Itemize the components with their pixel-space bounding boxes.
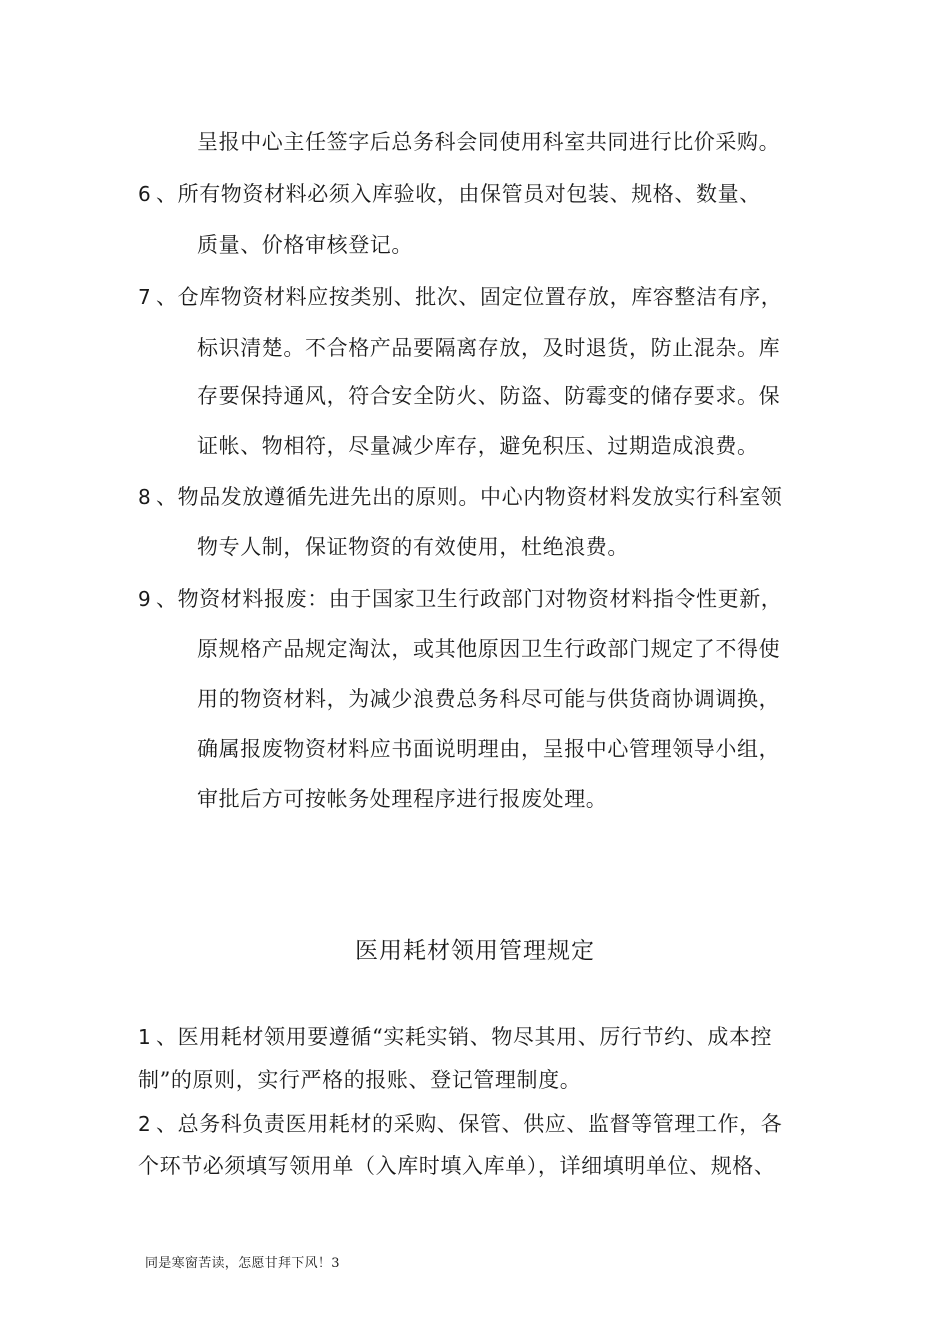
item-text: 原规格产品规定淘汰，或其他原因卫生行政部门规定了不得使 xyxy=(197,637,781,661)
item-text: 、物品发放遵循先进先出的原则。中心内物资材料发放实行科室领 xyxy=(156,485,783,509)
item-text: 审批后方可按帐务处理程序进行报废处理。 xyxy=(197,787,608,811)
item-text: 证帐、物相符，尽量减少库存，避免积压、过期造成浪费。 xyxy=(197,434,759,458)
list-item-9 xyxy=(138,585,782,613)
list-item-6 xyxy=(138,180,761,208)
item-text: 、总务科负责医用耗材的采购、保管、供应、监督等管理工作，各 xyxy=(156,1112,783,1136)
section-title: 医用耗材领用管理规定 xyxy=(355,938,595,964)
item-text: 质量、价格审核登记。 xyxy=(197,233,413,257)
item-text: 存要保持通风，符合安全防火、防盗、防霉变的储存要求。保 xyxy=(197,384,781,408)
list-item-7 xyxy=(138,283,782,311)
item-number: 9 xyxy=(138,587,152,611)
item-text: 、物资材料报废：由于国家卫生行政部门对物资材料指令性更新， xyxy=(156,587,783,611)
item-number: 1 xyxy=(138,1025,152,1049)
item-text: 用的物资材料，为减少浪费总务科尽可能与供货商协调调换， xyxy=(197,687,781,711)
item-number: 6 xyxy=(138,182,152,206)
continuation-line: 呈报中心主任签字后总务科会同使用科室共同进行比价采购。 xyxy=(197,130,781,154)
item-number: 8 xyxy=(138,485,152,509)
item-text: 确属报废物资材料应书面说明理由，呈报中心管理领导小组， xyxy=(197,737,781,761)
item-text: 、仓库物资材料应按类别、批次、固定位置存放，库容整洁有序， xyxy=(156,285,783,309)
item-text: 个环节必须填写领用单（入库时填入库单），详细填明单位、规格、 xyxy=(138,1154,776,1178)
item-text: 、医用耗材领用要遵循“实耗实销、物尽其用、厉行节约、成本控 xyxy=(156,1025,773,1049)
item-number: 7 xyxy=(138,285,152,309)
item-number: 2 xyxy=(138,1112,152,1136)
list-item-8 xyxy=(138,483,782,511)
item-text: 制”的原则，实行严格的报账、登记管理制度。 xyxy=(138,1068,582,1092)
list-item-2 xyxy=(138,1110,782,1138)
item-text: 物专人制，保证物资的有效使用，杜绝浪费。 xyxy=(197,535,629,559)
page-footer: 同是寒窗苦读，怎愿甘拜下风！3 xyxy=(145,1256,340,1271)
item-text: 、所有物资材料必须入库验收，由保管员对包装、规格、数量、 xyxy=(156,182,761,206)
list-item-1 xyxy=(138,1023,772,1051)
item-text: 标识清楚。不合格产品要隔离存放，及时退货，防止混杂。库 xyxy=(197,336,781,360)
